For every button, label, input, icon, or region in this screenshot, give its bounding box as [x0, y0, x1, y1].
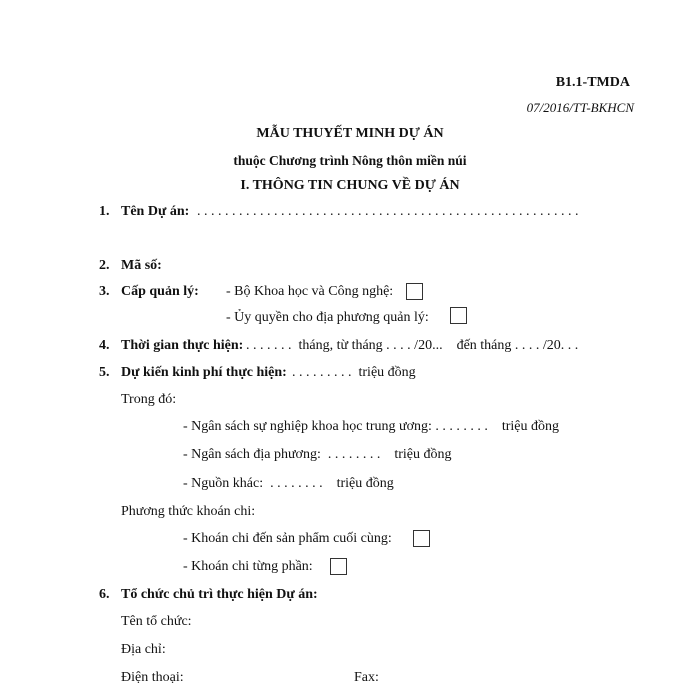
method-final-product-label: - Khoán chi đến sản phẩm cuối cùng:	[183, 531, 392, 546]
method-partial-label: - Khoán chi từng phần:	[183, 559, 313, 574]
budget-field[interactable]: . . . . . . . . . triệu đồng	[292, 365, 416, 380]
fax-label: Fax:	[354, 670, 379, 685]
host-organization-label: Tổ chức chủ trì thực hiện Dự án:	[121, 587, 318, 602]
budget-label: Dự kiến kinh phí thực hiện:	[121, 365, 287, 380]
source-other[interactable]: - Nguồn khác: . . . . . . . . triệu đồng	[183, 476, 394, 491]
duration-field[interactable]: . . . . . . . tháng, từ tháng . . . . /20... đến tháng . . . . /20. . .	[246, 338, 579, 353]
project-name-label: Tên Dự án:	[121, 204, 190, 219]
address-label: Địa chỉ:	[121, 642, 166, 657]
method-final-product-checkbox[interactable]	[413, 530, 430, 547]
form-code: B1.1-TMDA	[555, 75, 630, 90]
phone-label: Điện thoại:	[121, 670, 184, 685]
option-ministry-checkbox[interactable]	[406, 283, 423, 300]
item-number-5: 5.	[99, 365, 110, 380]
organization-name-label: Tên tổ chức:	[121, 614, 192, 629]
section-heading: I. THÔNG TIN CHUNG VỀ DỰ ÁN	[240, 178, 460, 193]
method-partial-checkbox[interactable]	[330, 558, 347, 575]
document-title: MẪU THUYẾT MINH DỰ ÁN	[256, 126, 444, 141]
item-number-2: 2.	[99, 258, 110, 273]
duration-label: Thời gian thực hiện:	[121, 338, 244, 353]
item-number-6: 6.	[99, 587, 110, 602]
item-number-3: 3.	[99, 284, 110, 299]
source-local-budget[interactable]: - Ngân sách địa phương: . . . . . . . . triệu đồng	[183, 447, 452, 462]
project-code-label: Mã số:	[121, 258, 162, 273]
contract-method-label: Phương thức khoán chi:	[121, 504, 256, 519]
circular-number: 07/2016/TT-BKHCN	[526, 100, 634, 115]
source-central-budget[interactable]: - Ngân sách sự nghiệp khoa học trung ương: . . . . . . . . triệu đồng	[183, 419, 560, 434]
option-local-checkbox[interactable]	[450, 307, 467, 324]
item-number-1: 1.	[99, 204, 110, 219]
option-ministry-label: - Bộ Khoa học và Công nghệ:	[226, 284, 394, 299]
in-which-label: Trong đó:	[121, 392, 177, 407]
program-subtitle: thuộc Chương trình Nông thôn miền núi	[233, 153, 467, 168]
option-local-label: - Ủy quyền cho địa phương quản lý:	[226, 310, 429, 325]
project-name-field[interactable]: . . . . . . . . . . . . . . . . . . . . . . . . . . . . . . . . . . . . . . . . . . . . . . . . . . . . . . .	[197, 204, 579, 219]
management-level-label: Cấp quản lý:	[121, 284, 199, 299]
item-number-4: 4.	[99, 338, 110, 353]
